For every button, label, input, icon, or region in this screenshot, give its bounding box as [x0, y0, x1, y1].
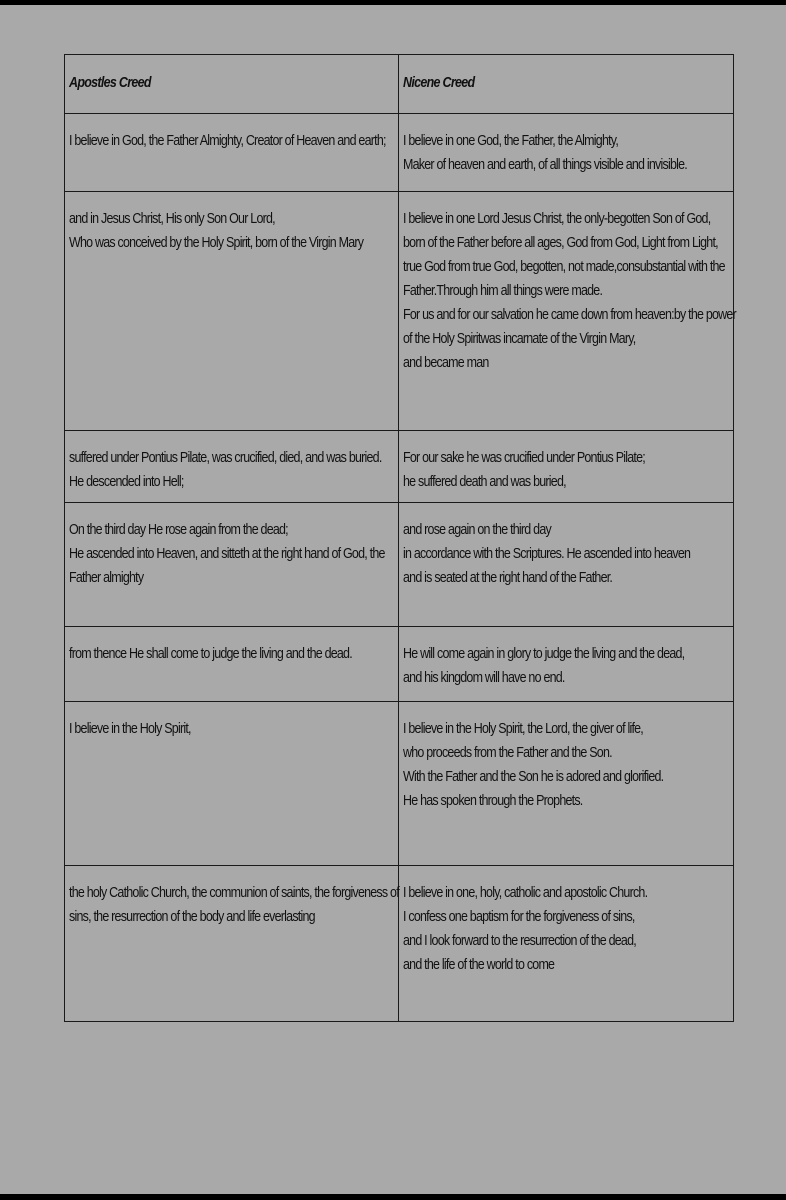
text-line: For us and for our salvation he came down from heaven:by the power — [403, 307, 736, 323]
nicene-cell — [399, 503, 734, 627]
apostles-cell — [65, 192, 399, 431]
text-line: true God from true God, begotten, not made,consubstantial with the — [403, 259, 725, 275]
text-line: and in Jesus Christ, His only Son Our Lord, — [69, 211, 275, 227]
text-line: I believe in the Holy Spirit, the Lord, the giver of life, — [403, 721, 643, 737]
text-line: He will come again in glory to judge the living and the dead, — [403, 646, 685, 662]
text-line: from thence He shall come to judge the living and the dead. — [69, 646, 352, 662]
text-line: Father almighty — [69, 570, 144, 586]
text-line: and is seated at the right hand of the Father. — [403, 570, 613, 586]
text-line: Maker of heaven and earth, of all things visible and invisible. — [403, 157, 687, 173]
creed-comparison-table — [64, 54, 734, 1022]
text-line: I believe in the Holy Spirit, — [69, 721, 191, 737]
apostles-cell — [65, 503, 399, 627]
text-line: I confess one baptism for the forgiveness of sins, — [403, 909, 635, 925]
text-line: I believe in one Lord Jesus Christ, the only-begotten Son of God, — [403, 211, 711, 227]
text-line: I believe in God, the Father Almighty, Creator of Heaven and earth; — [69, 133, 386, 149]
text-line: born of the Father before all ages, God from God, Light from Light, — [403, 235, 718, 251]
table-row — [65, 114, 734, 192]
apostles-cell — [65, 627, 399, 702]
text-line: he suffered death and was buried, — [403, 474, 566, 490]
text-line: Who was conceived by the Holy Spirit, born of the Virgin Mary — [69, 235, 364, 251]
table-row — [65, 702, 734, 866]
text-line: and the life of the world to come — [403, 957, 555, 973]
text-line: On the third day He rose again from the dead; — [69, 522, 288, 538]
text-line: Father.Through him all things were made. — [403, 283, 603, 299]
text-line: the holy Catholic Church, the communion of saints, the forgiveness of — [69, 885, 399, 901]
text-line: With the Father and the Son he is adored and glorified. — [403, 769, 664, 785]
column-header-nicene: Nicene Creed — [399, 55, 734, 114]
text-line: and his kingdom will have no end. — [403, 670, 565, 686]
text-line: He descended into Hell; — [69, 474, 184, 490]
text-line: He ascended into Heaven, and sitteth at the right hand of God, the — [69, 546, 385, 562]
nicene-cell — [399, 192, 734, 431]
text-line: sins, the resurrection of the body and life everlasting — [69, 909, 315, 925]
apostles-cell — [65, 114, 399, 192]
text-line: and I look forward to the resurrection of the dead, — [403, 933, 636, 949]
apostles-cell — [65, 702, 399, 866]
text-line: and rose again on the third day — [403, 522, 551, 538]
table-header-row — [65, 55, 734, 114]
table-row — [65, 192, 734, 431]
table-row — [65, 627, 734, 702]
text-line: who proceeds from the Father and the Son. — [403, 745, 612, 761]
nicene-cell — [399, 627, 734, 702]
column-header-apostles: Apostles Creed — [65, 55, 399, 114]
text-line: in accordance with the Scriptures. He ascended into heaven — [403, 546, 691, 562]
text-line: and became man — [403, 355, 489, 371]
text-line: He has spoken through the Prophets. — [403, 793, 583, 809]
apostles-cell — [65, 431, 399, 503]
nicene-cell — [399, 114, 734, 192]
text-line: For our sake he was crucified under Pontius Pilate; — [403, 450, 645, 466]
nicene-cell — [399, 866, 734, 1022]
text-line: I believe in one, holy, catholic and apostolic Church. — [403, 885, 648, 901]
table-row — [65, 866, 734, 1022]
document-page — [0, 5, 786, 1194]
table-row — [65, 431, 734, 503]
nicene-cell — [399, 702, 734, 866]
table-row — [65, 503, 734, 627]
text-line: I believe in one God, the Father, the Almighty, — [403, 133, 619, 149]
text-line: suffered under Pontius Pilate, was crucified, died, and was buried. — [69, 450, 382, 466]
text-line: of the Holy Spiritwas incarnate of the Virgin Mary, — [403, 331, 636, 347]
nicene-cell — [399, 431, 734, 503]
apostles-cell — [65, 866, 399, 1022]
